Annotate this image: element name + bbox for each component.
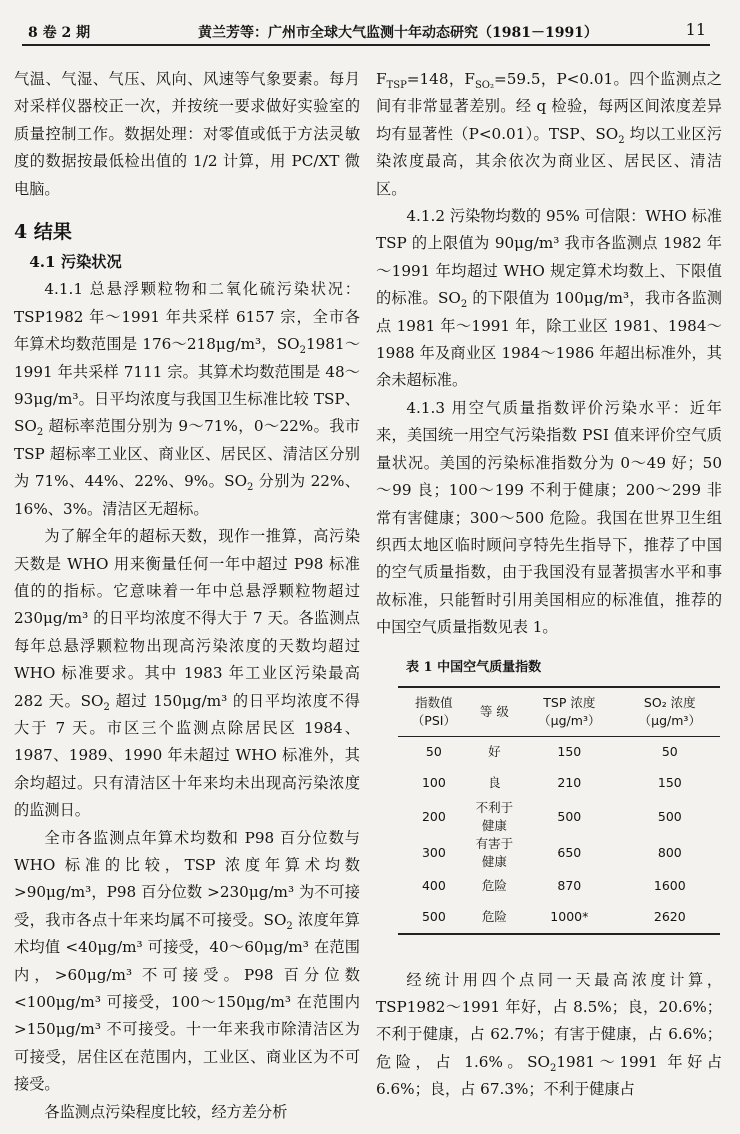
paragraph-variance-analysis: 各监测点污染程度比较，经方差分析 [44, 1102, 288, 1121]
air-quality-index-table [398, 686, 720, 935]
subsection-heading-pollution: 4.1 污染状况 [29, 253, 122, 272]
paragraph-f-test: $F_{TSP}=148$，$F_{SO_2}=59.5$，P<0.01。四个监测点之间有非常显著差别。经 q 检验，每两区间浓度差异均有显著性（P<0.01）。TSP、$SO_2$ 均以工业区污染浓度最高，其余依次为商业区、居民区、清洁区。 [376, 70, 722, 198]
cell-grade: 危险 [470, 902, 519, 934]
paragraph-4-1-2: 4.1.2 污染物均数的 95% 可信限：WHO 标准 TSP 的上限值为 90μg/m³ 我市各监测点 1982 年～1991 年均超过 WHO 规定算术均数上、下限值的标准。$SO_2$ 的下限值为 100μg/m³，我市各监测点 1981 年～1991 年，除工业区 1981、1984～1988 年及商业区 1984～1986 年超出标准外，其余未超标准。 [376, 207, 722, 390]
cell-so2: 50 [661, 744, 678, 760]
paragraph-intro-continued: 气温、气湿、气压、风向、风速等气象要素。每月对采样仪器校正一次，并按统一要求做好实验室的质量控制工作。数据处理：对零值或低于方法灵敏度的数据按最低检出值的 1/2 计算，用 PC/XT 微电脑。 [14, 70, 360, 198]
table-row [398, 835, 720, 871]
paragraph-high-pollution-days: 为了解全年的超标天数，现作一推算，高污染天数是 WHO 用来衡量任何一年中超过 P98 标准值的的指标。它意味着一年中总悬浮颗粒物超过 230μg/m³ 的日平均浓度不得大于 7 天。各监测点每年总悬浮颗粒物出现高污染浓度的天数均超过 WHO 标准要求。其中 1983 年工业区污染最高 282 天。$SO_2$ 超过 150μg/m³ 的日平均浓度不得大于 7 天。市区三个监测点除居民区 1984、1987、1989、1990 年未超过 WHO 标准外，其余均超过。只有清洁区十年来均未出现高污染浓度的监测日。 [14, 527, 360, 820]
cell-tsp: 210 [557, 775, 582, 791]
table-row [398, 799, 720, 835]
cell-so2: 1600 [653, 878, 686, 894]
cell-psi: 300 [421, 844, 446, 860]
cell-grade: 危险 [481, 878, 507, 894]
cell-grade: 良 [488, 775, 501, 791]
cell-grade: 好 [488, 744, 501, 760]
cell-tsp: 650 [557, 844, 582, 860]
paragraph-daily-max-statistics: 经统计用四个点同一天最高浓度计算，TSP1982～1991 年好，占 8.5%；良，20.6%；不利于健康，占 62.7%；有害于健康，占 6.6%；危险，占 1.6%。$SO_21981\sim 1991$ 年好占 6.6%；良，占 67.3%；不利于健康占 [376, 970, 722, 1099]
table-spacing [376, 935, 722, 967]
col-header-grade: 等 级 [470, 687, 519, 737]
cell-psi: 100 [421, 775, 446, 791]
table-row [398, 736, 720, 768]
running-header [22, 14, 710, 46]
left-column [14, 66, 360, 1126]
paragraph-p98-comparison: 全市各监测点年算术均数和 P98 百分位数与 WHO 标准的比较，TSP 浓度年算术均数 >90μg/m³，P98 百分位数 >230μg/m³ 为不可接受，我市各点十年来均属不可接受。$SO_2$ 浓度年算术均值 <40μg/m³ 可接受，40～60μg/m³ 在范围内，>60μg/m³ 不可接受。P98 百分位数 <100μg/m³ 可接受，100～150μg/m³ 在范围内 >150μg/m³ 不可接受。十一年来我市除清洁区为可接受，居住区在范围内，工业区、商业区为不可接受。 [14, 828, 360, 1094]
cell-psi: 500 [398, 902, 470, 934]
cell-so2: 800 [657, 844, 682, 860]
cell-grade: 有害于健康 [475, 835, 514, 869]
cell-tsp: 1000* [519, 902, 620, 934]
running-title: 黄兰芳等：广州市全球大气监测十年动态研究（1981－1991） [198, 25, 598, 41]
right-column [376, 66, 722, 1104]
table-row [398, 768, 720, 799]
table-header-row [398, 687, 720, 737]
page-number: 11 [685, 20, 706, 39]
cell-grade: 不利于健康 [475, 799, 514, 833]
cell-tsp: 500 [557, 808, 582, 824]
col-header-so2: SO₂ 浓度（μg/m³） [620, 687, 720, 737]
paragraph-4-1-3: 4.1.3 用空气质量指数评价污染水平：近年来，美国统一用空气污染指数 PSI 值来评价空气质量状况。美国的污染标准指数分为 0～49 好；50～99 良；100～199 不利于健康；200～299 非常有害健康；300～500 危险。我国在世界卫生组织西太地区临时顾问亨特先生指导下，推荐了中国的空气质量指数，由于我国没有显著损害水平和事故标准，只能暂时引用美国相应的标准值，推荐的中国空气质量指数见表 1。 [376, 398, 722, 637]
table-row [398, 902, 720, 934]
col-header-tsp: TSP 浓度（μg/m³） [519, 687, 620, 737]
table-row [398, 871, 720, 902]
section-heading-results: 4 结果 [14, 221, 72, 244]
table-caption: 表 1 中国空气质量指数 [406, 659, 542, 675]
cell-tsp: 150 [557, 744, 582, 760]
cell-so2: 500 [657, 808, 682, 824]
cell-psi: 50 [425, 744, 442, 760]
col-header-psi: 指数值（PSI） [398, 687, 470, 737]
journal-issue: 8 卷 2 期 [28, 25, 91, 41]
cell-tsp: 870 [557, 878, 582, 894]
cell-so2: 150 [657, 775, 682, 791]
paragraph-4-1-1: 4.1.1 总悬浮颗粒物和二氧化硫污染状况：TSP1982 年～1991 年共采样 6157 宗，全市各年算术均数范围是 176～218μg/m³，$SO_21981\sim 1991$ 年共采样 7111 宗。其算术均数范围是 48～93μg/m³。日平均浓度与我国卫生标准比较 TSP、$SO_2$ 超标率范围分别为 9～71%，0～22%。我市 TSP 超标率工业区、商业区、居民区、清洁区分别为 71%、44%、22%、9%。$SO_2$ 分别为 22%、16%、3%。清洁区无超标。 [14, 280, 361, 518]
cell-psi: 400 [421, 878, 446, 894]
cell-psi: 200 [421, 808, 446, 824]
cell-so2: 2620 [620, 902, 720, 934]
